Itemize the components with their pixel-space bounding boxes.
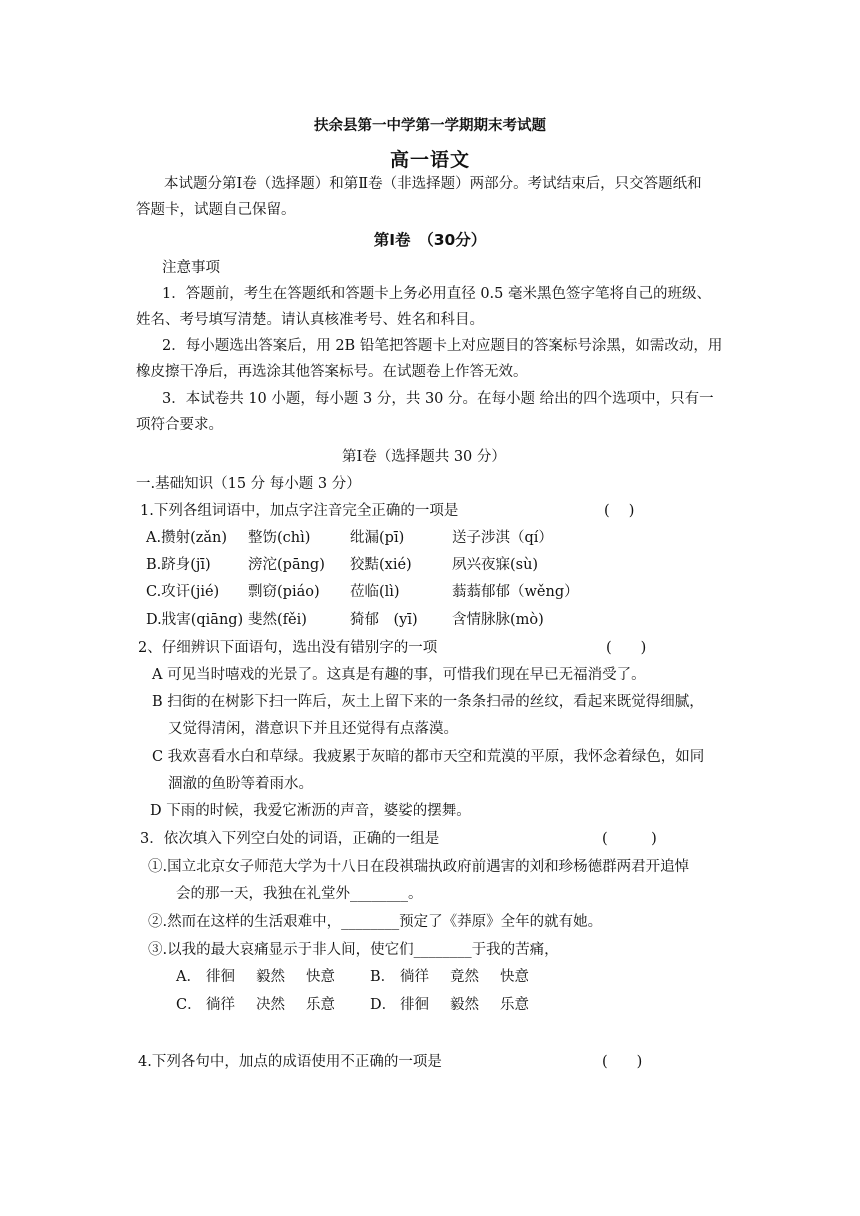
q1-a-word-1: A.攒射(zǎn) [146, 530, 228, 546]
q4-answer-bracket: ( ) [602, 1054, 643, 1070]
q3-choice-c-word-3: 乐意 [306, 997, 335, 1013]
notice-item-2-line-2: 橡皮擦干净后，再选涂其他答案标号。在试题卷上作答无效。 [136, 364, 528, 380]
q1-d-word-1: D.戕害(qiāng) [146, 612, 244, 628]
q3-choice-a-word-1: 徘徊 [206, 969, 235, 985]
q2-stem: 2、仔细辨识下面语句，选出没有错别字的一项 [138, 640, 438, 656]
q1-b-word-2: 滂沱(pāng) [248, 557, 325, 573]
q3-item-2: ②.然而在这样的生活艰难中，________预定了《莽原》全年的就有她。 [148, 914, 603, 930]
q1-c-word-1: C.攻讦(jié) [146, 584, 220, 600]
intro-line-2: 答题卡，试题自己保留。 [136, 202, 296, 218]
q1-b-word-4: 夙兴夜寐(sù) [452, 557, 539, 573]
part1-heading: 第Ⅰ卷 （30分） [373, 231, 487, 249]
q1-b-word-3: 狡黠(xié) [350, 557, 412, 573]
q3-stem: 3．依次填入下列空白处的词语，正确的一组是 [140, 831, 440, 847]
q1-answer-bracket: ( ) [604, 503, 635, 519]
q3-item-1-line-2: 会的那一天，我独在礼堂外________。 [176, 886, 423, 902]
q1-d-word-4: 含情脉脉(mò) [452, 612, 544, 628]
q3-choice-d-word-1: 徘徊 [400, 997, 429, 1013]
q2-option-b-line-2: 又觉得清闲，潜意识下并且还觉得有点落漠。 [168, 721, 458, 737]
section1-title: 一.基础知识（15 分 每小题 3 分） [136, 476, 361, 492]
q2-option-b-line-1: B 扫街的在树影下扫一阵后，灰土上留下来的一条条扫帚的丝纹，看起来既觉得细腻， [152, 694, 704, 710]
q2-option-c-line-1: C 我欢喜看水白和草绿。我疲累于灰暗的都市天空和荒漠的平原，我怀念着绿色，如同 [152, 749, 705, 765]
q1-c-word-4: 蓊蓊郁郁（wěng） [452, 584, 579, 600]
q2-answer-bracket: ( ) [606, 640, 647, 656]
q1-option-d [146, 610, 544, 630]
q3-choice-b-letter: B． [370, 969, 396, 985]
notice-item-1-line-1: 1．答题前，考生在答题纸和答题卡上务必用直径 0.5 毫米黑色签字笔将自己的班级、 [162, 286, 712, 302]
q3-answer-bracket: ( ) [602, 831, 657, 847]
q3-choice-c-word-2: 决然 [256, 997, 285, 1013]
q1-c-word-2: 剽窃(piáo) [248, 584, 320, 600]
q1-d-word-2: 斐然(fěi) [248, 612, 307, 628]
q3-item-3: ③.以我的最大哀痛显示于非人间，使它们________于我的苦痛， [148, 942, 559, 958]
q1-d-word-3: 猗郁 (yī) [350, 612, 418, 628]
notice-item-1-line-2: 姓名、考号填写清楚。请认真核准考号、姓名和科目。 [136, 312, 484, 328]
notice-item-2-line-1: 2．每小题选出答案后，用 2B 铅笔把答题卡上对应题目的答案标号涂黑，如需改动，用 [162, 338, 723, 354]
q3-choice-b-word-2: 竟然 [450, 969, 479, 985]
q3-choice-a-word-3: 快意 [306, 969, 335, 985]
q1-option-c [146, 582, 579, 602]
notice-heading: 注意事项 [162, 260, 220, 276]
q3-choice-b-word-3: 快意 [500, 969, 529, 985]
q3-choice-d-word-3: 乐意 [500, 997, 529, 1013]
q1-option-b [146, 555, 538, 575]
q2-option-d: D 下雨的时候，我爱它淅沥的声音，婆娑的摆舞。 [150, 803, 471, 819]
q2-option-c-line-2: 涸澈的鱼盼等着雨水。 [168, 776, 313, 792]
q1-a-word-2: 整饬(chì) [248, 530, 311, 546]
notice-item-3-line-2: 项符合要求。 [136, 417, 223, 433]
q3-choices-row-1 [176, 967, 550, 987]
q3-choices-row-2 [176, 995, 550, 1015]
q1-c-word-3: 莅临(lì) [350, 584, 400, 600]
q3-choice-b-word-1: 徜徉 [400, 969, 429, 985]
school-title: 扶余县第一中学第一学期期末考试题 [314, 118, 546, 134]
intro-line-1: 本试题分第Ⅰ卷（选择题）和第Ⅱ卷（非选择题）两部分。考试结束后，只交答题纸和 [164, 176, 702, 192]
q3-item-1-line-1: ①.国立北京女子师范大学为十八日在段祺瑞执政府前遇害的刘和珍杨德群两君开追悼 [148, 859, 690, 875]
q3-choice-c-letter: C． [176, 997, 202, 1013]
q2-option-a: A 可见当时嘻戏的光景了。这真是有趣的事，可惜我们现在早已无福消受了。 [152, 667, 646, 683]
q3-choice-d-letter: D． [370, 997, 397, 1013]
q3-choice-c-word-1: 徜徉 [206, 997, 235, 1013]
q3-choice-a-word-2: 毅然 [256, 969, 285, 985]
q1-a-word-3: 纰漏(pī) [350, 530, 405, 546]
q1-option-a [146, 528, 553, 548]
section-heading: 第Ⅰ卷（选择题共 30 分） [342, 449, 506, 465]
q1-a-word-4: 送子涉淇（qí） [452, 530, 553, 546]
q1-stem: 1.下列各组词语中，加点字注音完全正确的一项是 [140, 503, 459, 519]
q1-b-word-1: B.跻身(jī) [146, 557, 211, 573]
subject-title: 高一语文 [389, 149, 470, 171]
q4-stem: 4.下列各句中，加点的成语使用不正确的一项是 [138, 1054, 442, 1070]
notice-item-3-line-1: 3．本试卷共 10 小题，每小题 3 分，共 30 分。在每小题 给出的四个选项中，只有一 [162, 391, 714, 407]
q3-choice-d-word-2: 毅然 [450, 997, 479, 1013]
q3-choice-a-letter: A． [176, 969, 201, 985]
